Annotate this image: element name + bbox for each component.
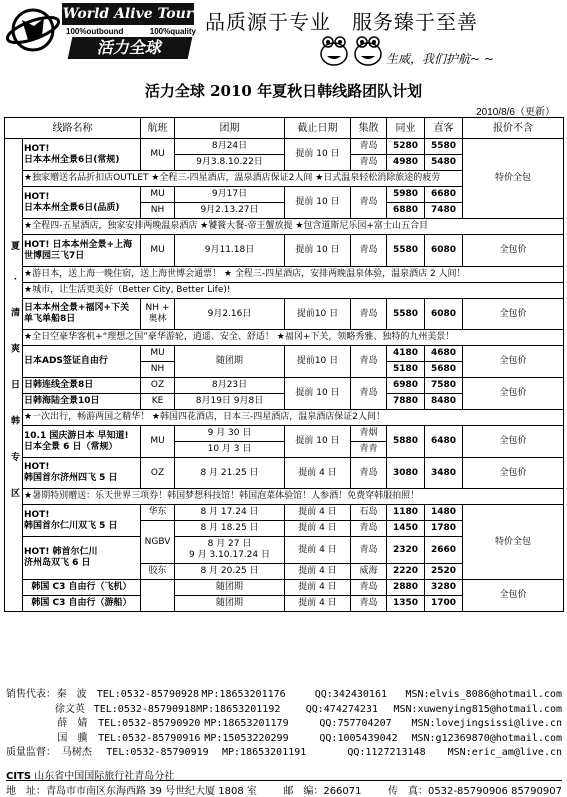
- table-row: 夏 · 清 爽 日 韩 专 区 HOT! 日本本州全景6日(常规) MU 8月24日 提前 10 日 青岛 5280 5580 特价全包: [5, 139, 564, 155]
- note-row: ★游日本，送上海一晚住宿，送上海世博会通票！ ★ 全程三-四星酒店，安排两晚温泉体验，温泉酒店 2 人间！: [5, 267, 564, 283]
- table-row: HOT! 日本本州全景+上海 世博园三飞7日 MU 9月11.18日 提前 10 日 青岛 5580 6080 全包价: [5, 235, 564, 267]
- note-row: ★暑期特别赠送：乐天世界三项券！韩国梦想科技馆！韩国泡菜体验馆！人参酒！免费穿韩服拍照！: [5, 489, 564, 505]
- table-row: 10.1 国庆游日本 早知道! 日本全景 6 日（常规） MU 9 月 30 日 提前 10 日 青烟 5880 6480 全包价: [5, 426, 564, 442]
- cits-logo: CITS: [6, 771, 32, 782]
- page-title: 活力全球 2010 年夏秋日韩线路团队计划: [144, 82, 423, 100]
- section-side-label: 夏 · 清 爽 日 韩 专 区: [5, 139, 23, 612]
- logo-english: World Alive Tour: [62, 3, 194, 25]
- table-row: NH 9月2.13.27日 6880 7480: [5, 203, 564, 219]
- table-row: HOT! 韩首尔仁川 济州岛双飞 6 日 8 月 27 日 9 月 3.10.17.24 日 提前 4 日 青岛 2320 2660: [5, 537, 564, 564]
- sales-contacts: [6, 688, 562, 761]
- note-row: ★全日空豪华客机+“理想之国”豪华游轮，逍遥、安全、舒适！ ★福冈+下关，领略秀雅、独特的九州美景！: [5, 330, 564, 346]
- tour-schedule-table: [4, 117, 564, 612]
- frog-slogan: 生威，我们护航~ ~: [386, 52, 494, 66]
- globe-logo-icon: [4, 6, 62, 54]
- table-row: NGBV 8 月 18.25 日 提前 4 日 青岛 1450 1780: [5, 521, 564, 537]
- note-row: ★全程四-五星酒店，独家安排两晚温泉酒店 ★饕餮大餐-帝王蟹放提 ★包含道斯尼乐园+富士山五合目: [5, 219, 564, 235]
- table-row: 韩国 C3 自由行（飞机） 随团期 提前 4 日 青岛 2880 3280 全包价: [5, 580, 564, 596]
- slogan: 品质源于专业 服务臻于至善: [205, 10, 478, 34]
- page-header: [0, 0, 567, 118]
- table-row: 日本ADS签证自由行 MU 随团期 提前10 日 青岛 4180 4680 全包价: [5, 346, 564, 362]
- table-row: 日本本州全景+福冈+下关 单飞单船8日 NH + 奥林 9月2.16日 提前10 日 青岛 5580 6080 全包价: [5, 299, 564, 330]
- table-row: 日韩连线全景8日 OZ 8月23日 提前 10 日 青岛 6980 7580 全包价: [5, 378, 564, 394]
- table-row: HOT! 韩国首尔济州四飞 5 日 OZ 8 月 21.25 日 提前 4 日 青岛 3080 3480 全包价: [5, 458, 564, 489]
- table-row: HOT! 日本本州全景6日(品质) MU 9月17日 提前 10 日 青岛 5980 6680: [5, 187, 564, 203]
- frog-mascot-icon: [318, 34, 384, 68]
- address: 地 址：青岛市市南区东海西路 39 号世纪大厦 1808 室: [6, 786, 257, 797]
- table-row: 日韩海陆全景10日 KE 8月19日 9月8日 7880 8480: [5, 394, 564, 410]
- table-row: HOT! 韩国首尔仁川双飞 5 日 华东 8 月 17.24 日 提前 4 日 石岛 1180 1480 特价全包: [5, 505, 564, 521]
- contact-row: 徐文英 TEL:0532-85790918 MP:18653201192 QQ:474274231 MSN:xuwenying815@hotmail.com: [54, 703, 563, 715]
- note-row: ★城市，让生活更美好（Better City, Better Life)!: [5, 283, 564, 299]
- company-name: 山东省中国国际旅行社青岛分社: [34, 771, 175, 782]
- table-row: 10 月 3 日 青青: [5, 442, 564, 458]
- contact-row: 国 骥 TEL:0532-85790916 MP:15053220299 QQ:1005439042 MSN:g12369870@hotmail.com: [57, 732, 562, 744]
- table-row: NH 5180 5680: [5, 362, 564, 378]
- update-date: 2010/8/6（更新）: [476, 107, 555, 118]
- table-header-row: 线路名称 航班 团期 截止日期 集散 同业 直客 报价不含: [5, 118, 564, 139]
- table-row: 胶东 8 月 20.25 日 提前 4 日 威海 2220 2520: [5, 564, 564, 580]
- table-row: 9月3.8.10.22日 青岛 4980 5480: [5, 155, 564, 171]
- logo-subtitle: 100%outbound 100%quality: [66, 27, 196, 36]
- fax: 传 真：0532-85790906 85790907: [387, 786, 562, 797]
- contact-row: 质量监督： 马树杰 TEL:0532-85790919 MP:18653201191 QQ:1127213148 MSN:eric_am@live.cn: [6, 747, 562, 758]
- note-row: ★一次出行，畅游两国之精华！ ★韩国四花酒店，日本三-四星酒店，温泉酒店保证2人间！: [5, 410, 564, 426]
- postcode: 邮 编：266071: [283, 786, 362, 797]
- logo-chinese: 活力全球: [68, 37, 193, 59]
- note-row: ★独家赠送名品折扣店OUTLET ★全程三-四星酒店，温泉酒店保证2人间 ★日式温泉轻松消除旅途的疲劳: [5, 171, 564, 187]
- table-row: 韩国 C3 自由行（游船） 随团期 提前 4 日 青岛 1350 1700: [5, 596, 564, 612]
- contact-row: 销售代表： 秦 波 TEL:0532-85790928 MP:18653201176 QQ:342430161 MSN:elvis_8086@hotmail.com: [6, 689, 562, 700]
- footer: [6, 767, 562, 797]
- contact-row: 薛 婧 TEL:0532-85790920 MP:18653201179 QQ:757704207 MSN:lovejingsissi@live.cn: [57, 718, 562, 729]
